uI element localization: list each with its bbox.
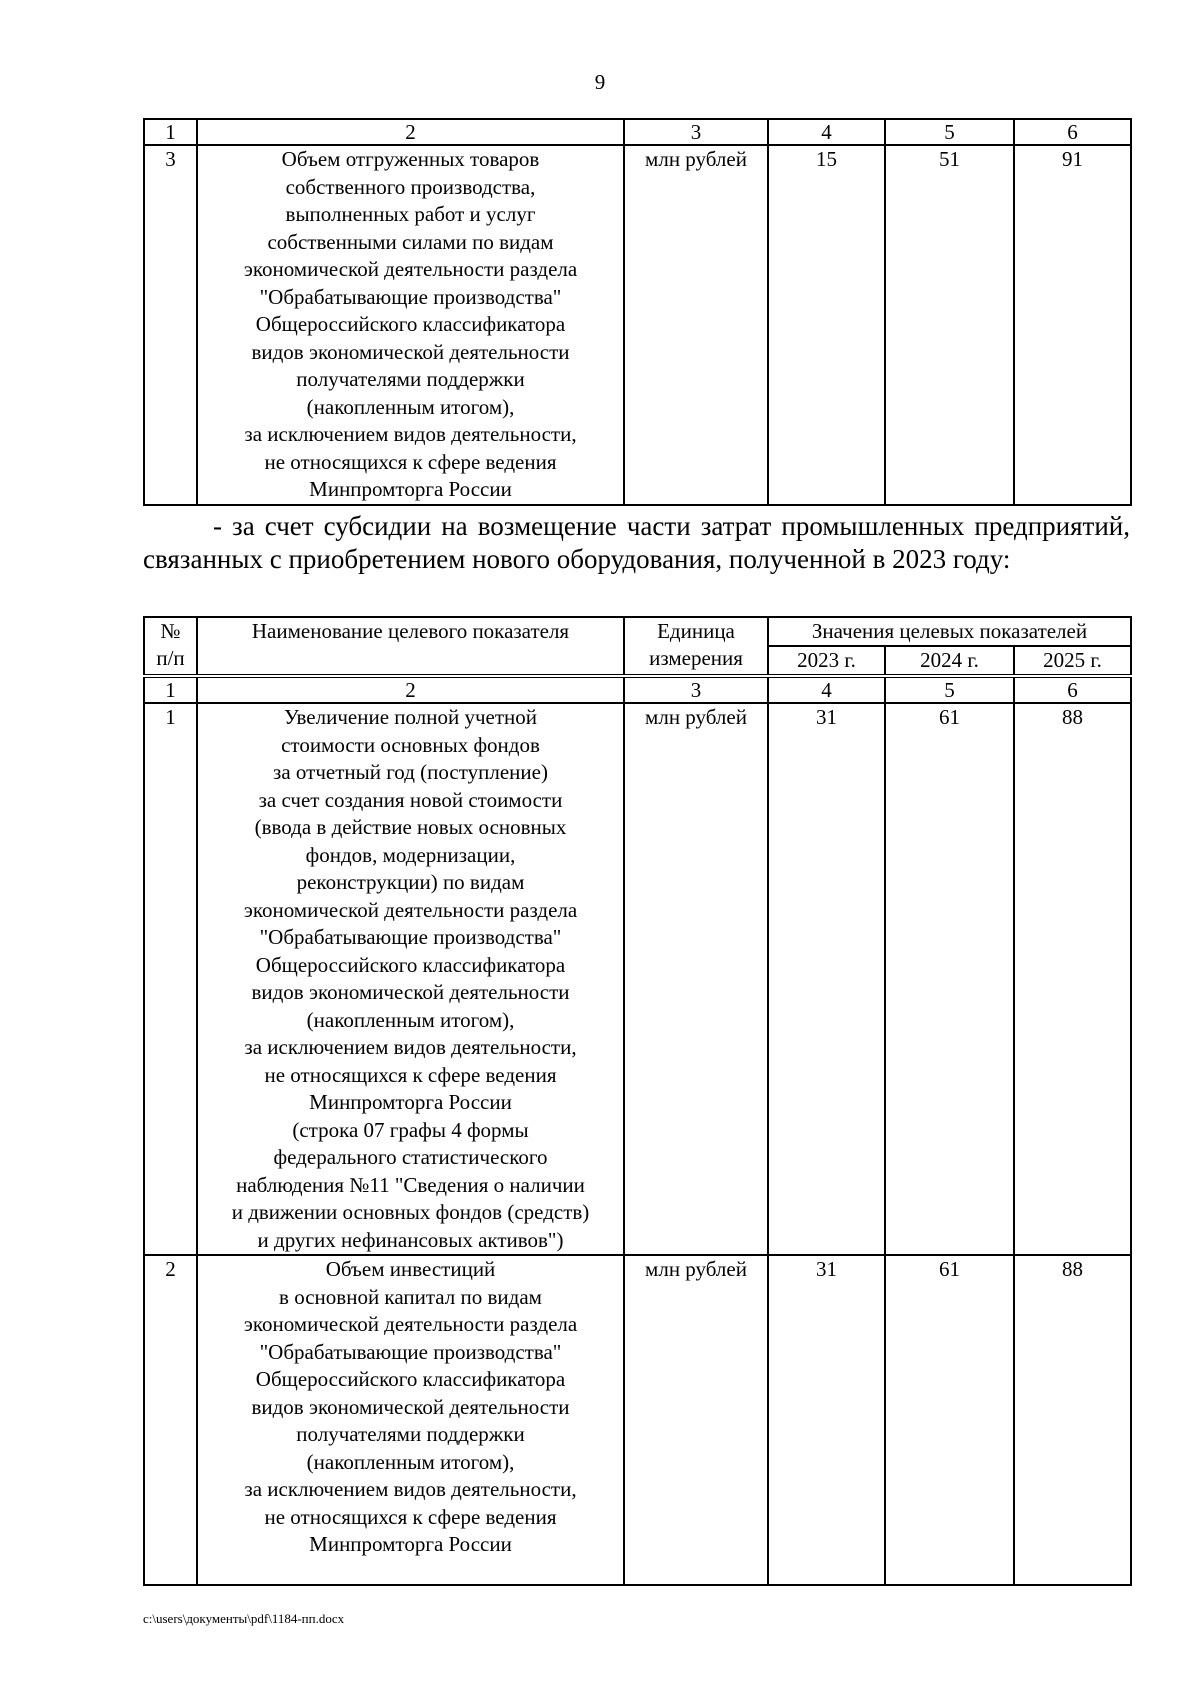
subsidy-paragraph: - за счет субсидии на возмещение части затрат промышленных предприятий, связанных с приобретением нового оборудования, полученной в 2023 году:	[143, 511, 1130, 574]
page-number: 9	[594, 70, 606, 94]
value-2023: 31	[768, 1255, 885, 1585]
header-values-group: Значения целевых показателей	[768, 617, 1131, 646]
row-number: 1	[144, 703, 197, 1255]
header-number-line1: №	[160, 619, 181, 643]
row-number: 2	[144, 1255, 197, 1585]
table-row	[144, 703, 1131, 1255]
value-2024: 61	[885, 703, 1014, 1255]
column-number: 6	[1014, 676, 1131, 703]
header-number-line2: п/п	[156, 646, 185, 670]
value-2023: 31	[768, 703, 885, 1255]
row-number: 3	[144, 145, 197, 505]
value-2025: 88	[1014, 703, 1131, 1255]
header-indicator-name: Наименование целевого показателя	[197, 617, 624, 676]
column-number: 3	[624, 119, 768, 145]
column-number: 1	[144, 119, 197, 145]
value-2024: 51	[885, 145, 1014, 505]
table-row	[144, 1255, 1131, 1585]
header-number	[144, 617, 197, 676]
indicators-table-continued	[143, 118, 1132, 506]
value-2023: 15	[768, 145, 885, 505]
column-number: 2	[197, 676, 624, 703]
column-number: 5	[885, 119, 1014, 145]
header-year: 2025 г.	[1014, 646, 1131, 676]
header-unit-line1: Единица	[657, 619, 735, 643]
column-number: 4	[768, 119, 885, 145]
header-year: 2023 г.	[768, 646, 885, 676]
table-header-row	[144, 617, 1131, 646]
column-number: 3	[624, 676, 768, 703]
indicator-name: Объем инвестиций в основной капитал по видам экономической деятельности раздела "Обрабатывающие производства" Общероссийского классификатора видов экономической деятельности получателями поддержки (накопленным итогом), за исключением видов деятельности, не относящихся к сфере ведения Минпромторга России	[197, 1255, 624, 1585]
unit-cell: млн рублей	[624, 145, 768, 505]
header-unit	[624, 617, 768, 676]
column-number: 5	[885, 676, 1014, 703]
table-row	[144, 145, 1131, 505]
value-2025: 88	[1014, 1255, 1131, 1585]
column-number-row	[144, 119, 1131, 145]
indicators-table	[143, 616, 1132, 1586]
column-number: 1	[144, 676, 197, 703]
unit-cell: млн рублей	[624, 1255, 768, 1585]
value-2024: 61	[885, 1255, 1014, 1585]
column-number: 2	[197, 119, 624, 145]
indicator-name: Объем отгруженных товаров собственного производства, выполненных работ и услуг собственными силами по видам экономической деятельности раздела "Обрабатывающие производства" Общероссийского классификатора видов экономической деятельности получателями поддержки (накопленным итогом), за исключением видов деятельности, не относящихся к сфере ведения Минпромторга России	[197, 145, 624, 505]
unit-cell: млн рублей	[624, 703, 768, 1255]
header-unit-line2: измерения	[649, 646, 743, 670]
indicator-name: Увеличение полной учетной стоимости основных фондов за отчетный год (поступление) за счет создания новой стоимости (ввода в действие новых основных фондов, модернизации, реконструкции) по видам экономической деятельности раздела "Обрабатывающие производства" Общероссийского классификатора видов экономической деятельности (накопленным итогом), за исключением видов деятельности, не относящихся к сфере ведения Минпромторга России (строка 07 графы 4 формы федерального статистического наблюдения №11 "Сведения о наличии и движении основных фондов (средств) и других нефинансовых активов")	[197, 703, 624, 1255]
column-number: 4	[768, 676, 885, 703]
column-number-row	[144, 676, 1131, 703]
value-2025: 91	[1014, 145, 1131, 505]
column-number: 6	[1014, 119, 1131, 145]
file-path-footer: c:\users\документы\pdf\1184-пп.docx	[143, 1611, 345, 1626]
header-year: 2024 г.	[885, 646, 1014, 676]
